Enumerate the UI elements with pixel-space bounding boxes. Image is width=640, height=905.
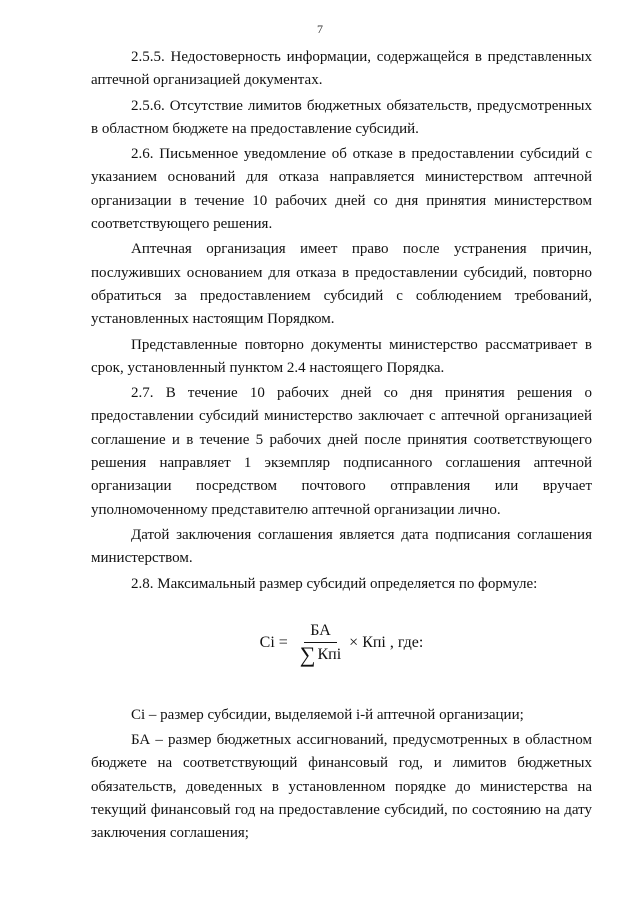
paragraph-resubmission-review: Представленные повторно документы министерство рассматривает в срок, установленный пунктом 2.4 настоящего Порядка. [91, 336, 592, 376]
paragraph-2-5-6: 2.5.6. Отсутствие лимитов бюджетных обязательств, предусмотренных в областном бюджете на предоставление субсидий. [91, 97, 592, 137]
sigma-icon: ∑ [299, 641, 316, 667]
formula-numerator: БА [304, 621, 337, 643]
paragraph-2-6: 2.6. Письменное уведомление об отказе в предоставлении субсидий с указанием оснований для отказа направляется министерством аптечной организации в течение 10 рабочих дней со дня принятия министерством соответствующего решения. [91, 146, 592, 233]
formula-lhs: Ci = [259, 633, 288, 651]
definition-ba: БА – размер бюджетных ассигнований, предусмотренных в областном бюджете на соответствующий финансовый год, и лимитов бюджетных обязательств, доведенных в установленном порядке до министерства на текущий финансовый год на предоставление субсидий, по состоянию на дату заключения соглашения; [91, 732, 592, 842]
formula-fraction [298, 621, 343, 665]
paragraph-resubmission-right: Аптечная организация имеет право после устранения причин, послуживших основанием для отказа в предоставлении субсидий, повторно обратиться за предоставлением субсидий с соблюдением требований, установленных настоящим Порядком. [91, 241, 592, 328]
subsidy-formula [91, 612, 592, 674]
formula-rhs: × Кпi , где: [349, 633, 424, 651]
definition-ci: Ci – размер субсидии, выделяемой i-й аптечной организации; [131, 706, 524, 723]
paragraph-2-5-5: 2.5.5. Недостоверность информации, содержащейся в представленных аптечной организацией документах. [91, 49, 592, 89]
formula-denominator: Кпi [317, 645, 342, 663]
document-body [91, 46, 592, 848]
paragraph-agreement-date: Датой заключения соглашения является дата подписания соглашения министерством. [91, 526, 592, 567]
paragraph-2-7: 2.7. В течение 10 рабочих дней со дня принятия решения о предоставлении субсидий министерство заключает с аптечной организацией соглашение и в течение 5 рабочих дней после принятия соответствующего решения направляет 1 экземпляр подписанного соглашения аптечной организации посредством почтового отправления или вручает уполномоченному представителю аптечной организации лично. [91, 385, 592, 518]
formula-denominator-group [298, 643, 343, 665]
page-number: 7 [317, 22, 323, 36]
paragraph-2-8: 2.8. Максимальный размер субсидий определяется по формуле: [131, 575, 538, 592]
